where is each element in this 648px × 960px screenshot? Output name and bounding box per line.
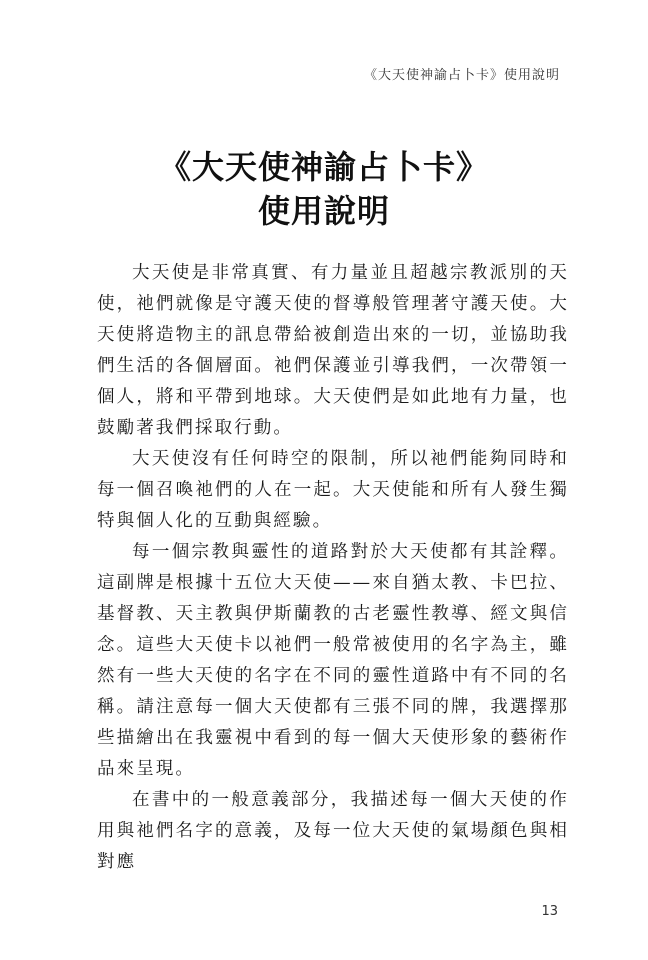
paragraph: 大天使沒有任何時空的限制，所以祂們能夠同時和每一個召喚祂們的人在一起。大天使能和所有人發生獨特與個人化的互動與經驗。 [97, 449, 569, 531]
chapter-title [0, 145, 648, 233]
paragraph: 大天使是非常真實、有力量並且超越宗教派別的天使，祂們就像是守護天使的督導般管理著守護天使。大天使將造物主的訊息帶給被創造出來的一切，並協助我們生活的各個層面。祂們保護並引導我們，一次帶領一個人，將和平帶到地球。大天使們是如此地有力量，也鼓勵著我們採取行動。 [97, 263, 569, 438]
chapter-title-line-2: 使用說明 [257, 192, 390, 230]
page-number: 13 [541, 904, 558, 919]
body-text [97, 258, 569, 878]
paragraph: 每一個宗教與靈性的道路對於大天使都有其詮釋。這副牌是根據十五位大天使——來自猶太教、卡巴拉、基督教、天主教與伊斯蘭教的古老靈性教導、經文與信念。這些大天使卡以祂們一般常被使用的名字為主，雖然有一些大天使的名字在不同的靈性道路中有不同的名稱。請注意每一個大天使都有三張不同的牌，我選擇那些描繪出在我靈視中看到的每一個大天使形象的藝術作品來呈現。 [97, 542, 569, 779]
paragraph: 在書中的一般意義部分，我描述每一個大天使的作用與祂們名字的意義，及每一位大天使的氣場顏色與相對應 [97, 790, 569, 872]
chapter-title-line-1: 《大天使神諭占卜卡》 [158, 148, 489, 186]
running-header: 《大天使神諭占卜卡》使用說明 [363, 68, 560, 83]
